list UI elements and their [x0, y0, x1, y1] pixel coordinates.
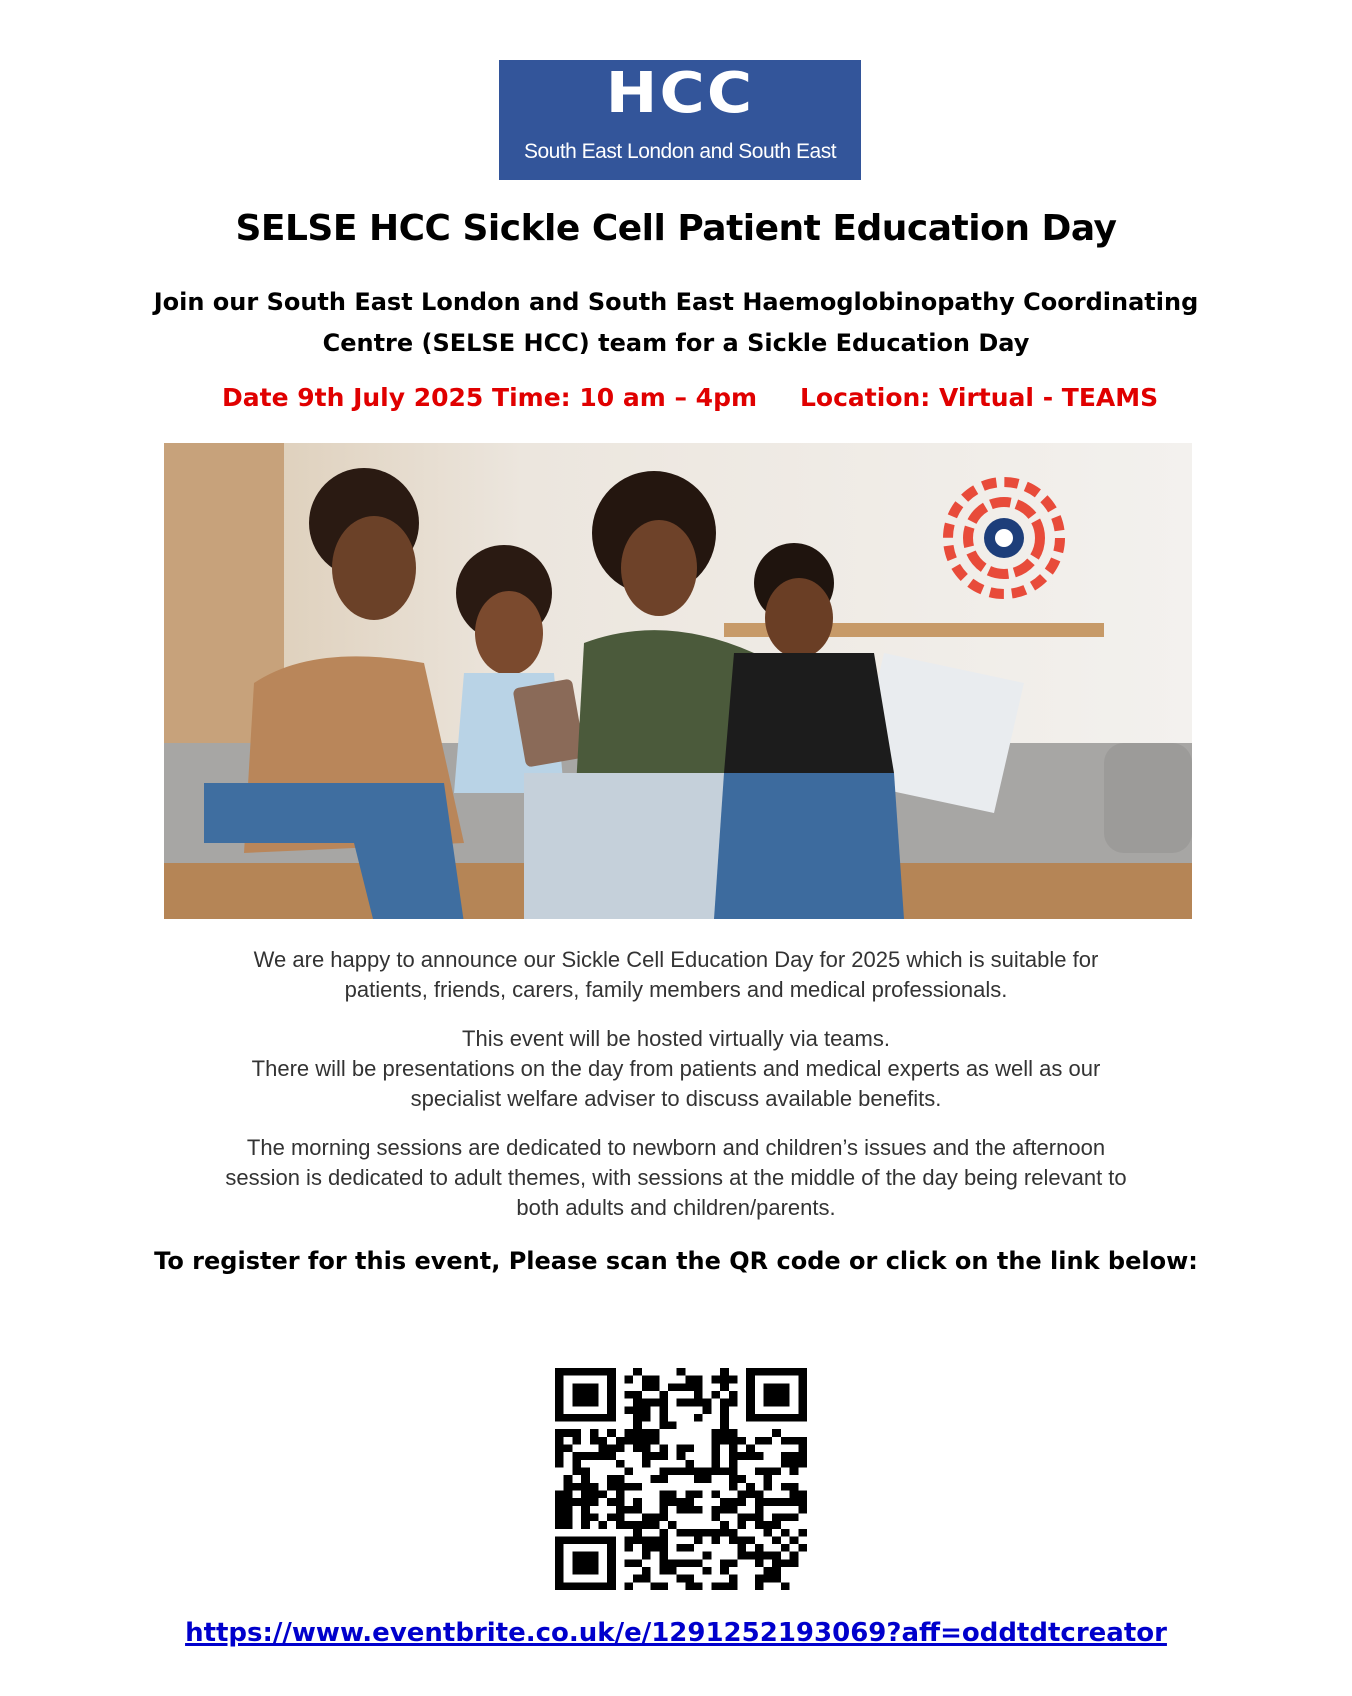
hosting-line-1: This event will be hosted virtually via teams. — [462, 1026, 890, 1051]
hosting-line-3: specialist welfare adviser to discuss available benefits. — [410, 1086, 942, 1111]
sessions-line-2: session is dedicated to adult themes, with sessions at the middle of the day being relevant to — [225, 1165, 1127, 1190]
logo-title: HCC — [605, 61, 755, 126]
hosting-paragraph — [150, 1024, 1202, 1114]
event-date-time: Date 9th July 2025 Time: 10 am – 4pm — [222, 383, 758, 412]
sessions-paragraph — [140, 1133, 1212, 1223]
sessions-line-3: both adults and children/parents. — [516, 1195, 836, 1220]
hcc-logo — [499, 60, 861, 180]
subtitle-line-2: Centre (SELSE HCC) team for a Sickle Education Day — [322, 329, 1030, 357]
eventbrite-register-link[interactable]: https://www.eventbrite.co.uk/e/1291252193069?aff=oddtdtcreator — [185, 1618, 1167, 1648]
qr-code[interactable] — [555, 1368, 807, 1590]
sessions-line-1: The morning sessions are dedicated to newborn and children’s issues and the afternoon — [246, 1135, 1106, 1160]
subtitle-line-1: Join our South East London and South East Haemoglobinopathy Coordinating — [153, 288, 1199, 316]
hosting-line-2: There will be presentations on the day from patients and medical experts as well as our — [251, 1056, 1101, 1081]
intro-line-1: We are happy to announce our Sickle Cell Education Day for 2025 which is suitable for — [253, 947, 1099, 972]
page-title: SELSE HCC Sickle Cell Patient Education Day — [235, 208, 1117, 249]
logo-subtitle: South East London and South East — [523, 140, 837, 163]
event-location: Location: Virtual - TEAMS — [800, 383, 1159, 412]
intro-line-2: patients, friends, carers, family members and medical professionals. — [344, 977, 1008, 1002]
family-photo — [164, 443, 1192, 919]
register-heading: To register for this event, Please scan the QR code or click on the link below: — [154, 1247, 1198, 1275]
intro-paragraph — [150, 945, 1202, 1005]
subtitle — [0, 282, 1352, 364]
